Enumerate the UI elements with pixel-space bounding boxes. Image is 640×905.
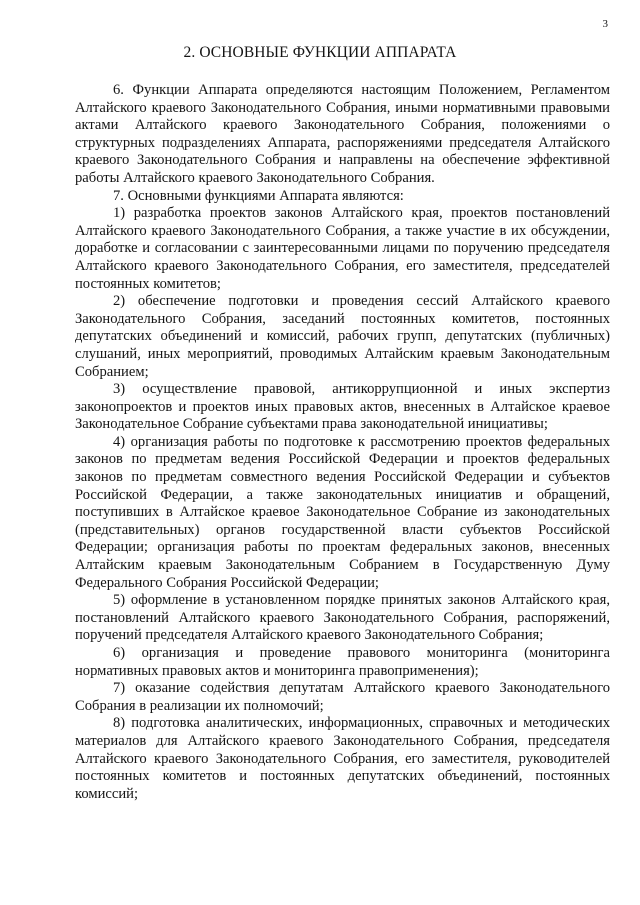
list-item-6: 6) организация и проведение правового мониторинга (мониторинга нормативных правовых актов и мониторинга правоприменения); [75,645,610,679]
list-item-8: 8) подготовка аналитических, информационных, справочных и методических материалов для Алтайского краевого Законодательного Собрания, председателя Алтайского краевого Законодательного Собрания, его заместителя, руководителей постоянных комитетов и постоянных депутатских объединений, постоянных комиссий; [75,715,610,802]
list-item-5: 5) оформление в установленном порядке принятых законов Алтайского края, постановлений Алтайского краевого Законодательного Собрания, распоряжений, поручений председателя Алтайского краевого Законодательного Собрания; [75,592,610,644]
list-item-3: 3) осуществление правовой, антикоррупционной и иных экспертиз законопроектов и проектов иных правовых актов, внесенных в Алтайское краевое Законодательное Собрание субъектами права законодательной инициативы; [75,381,610,433]
paragraph-7-intro: 7. Основными функциями Аппарата являются: [113,187,404,204]
page-number: 3 [602,18,608,30]
list-item-7: 7) оказание содействия депутатам Алтайского краевого Законодательного Собрания в реализации их полномочий; [75,680,610,714]
paragraph-6-functions: 6. Функции Аппарата определяются настоящим Положением, Регламентом Алтайского краевого Законодательного Собрания, иными нормативными правовыми актами Алтайского краевого Законодательного Собрания, положениями о структурных подразделениях Аппарата, распоряжениями председателя Алтайского краевого Законодательного Собрания и направлены на обеспечение эффективной работы Алтайского краевого Законодательного Собрания. [75,82,610,186]
list-item-1: 1) разработка проектов законов Алтайского края, проектов постановлений Алтайского краевого Законодательного Собрания, а также участие в их обсуждении, доработке и согласовании с заинтересованными лицами по поручению председателя Алтайского краевого Законодательного Собрания, его заместителя, председателей постоянных комитетов; [75,205,610,292]
section-heading: 2. ОСНОВНЫЕ ФУНКЦИИ АППАРАТА [183,44,457,61]
document-body [75,82,610,803]
list-item-2: 2) обеспечение подготовки и проведения сессий Алтайского краевого Законодательного Собрания, заседаний постоянных комитетов, постоянных депутатских объединений и комиссий, рабочих групп, депутатских (публичных) слушаний, иных мероприятий, проводимых Алтайским краевым Законодательным Собранием; [75,293,610,380]
list-item-4: 4) организация работы по подготовке к рассмотрению проектов федеральных законов по предметам ведения Российской Федерации и проектов федеральных законов по предметам совместного ведения Российской Федерации и субъектов Российской Федерации, а также законодательных инициатив и обращений, поступивших в Алтайское краевое Законодательное Собрание из законодательных (представительных) органов государственной власти субъектов Российской Федерации; организация работы по проектам федеральных законов, внесенных Алтайским краевым Законодательным Собранием в Государственную Думу Федерального Собрания Российской Федерации; [75,433,610,591]
